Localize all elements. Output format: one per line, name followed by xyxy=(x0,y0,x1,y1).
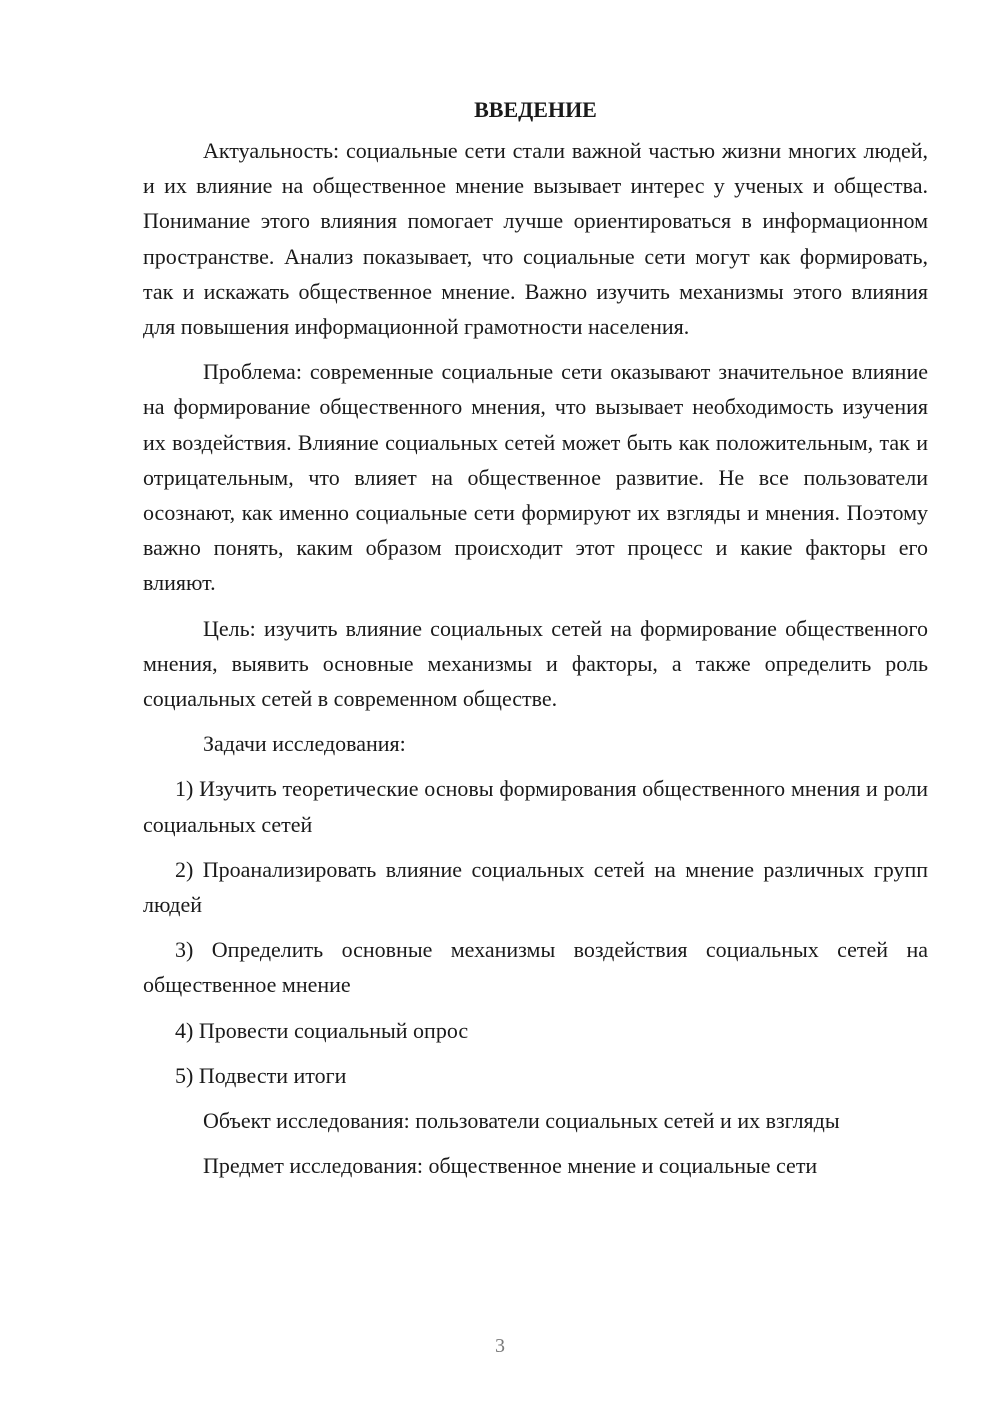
task-item: 2) Проанализировать влияние социальных сетей на мнение различных групп людей xyxy=(143,856,928,918)
problem-paragraph: Проблема: современные социальные сети оказывают значительное влияние на формирование общественного мнения, что вызывает необходимость изучения их воздействия. Влияние социальных сетей может быть как положительным, так и отрицательным, что влияет на общественное развитие. Не все пользователи осознают, как именно социальные сети формируют их взгляды и мнения. Поэтому важно понять, каким образом происходит этот процесс и какие факторы его влияют. xyxy=(143,359,928,596)
relevance-paragraph: Актуальность: социальные сети стали важной частью жизни многих людей, и их влияние на общественное мнение вызывает интерес у ученых и общества. Понимание этого влияния помогает лучше ориентироваться в информационном пространстве. Анализ показывает, что социальные сети могут как формировать, так и искажать общественное мнение. Важно изучить механизмы этого влияния для повышения информационной грамотности населения. xyxy=(143,138,928,340)
page-number: 3 xyxy=(495,1335,505,1357)
goal-paragraph: Цель: изучить влияние социальных сетей на формирование общественного мнения, выявить основные механизмы и факторы, а также определить роль социальных сетей в современном обществе. xyxy=(143,615,928,712)
page-title: ВВЕДЕНИЕ xyxy=(474,97,597,122)
task-item: 5) Подвести итоги xyxy=(175,1062,347,1088)
task-item: 1) Изучить теоретические основы формирования общественного мнения и роли социальных сетей xyxy=(143,776,928,837)
research-object: Объект исследования: пользователи социальных сетей и их взгляды xyxy=(203,1108,840,1134)
task-item: 4) Провести социальный опрос xyxy=(175,1017,469,1043)
research-subject: Предмет исследования: общественное мнение и социальные сети xyxy=(203,1153,818,1179)
task-item: 3) Определить основные механизмы воздействия социальных сетей на общественное мнение xyxy=(143,937,928,998)
tasks-heading: Задачи исследования: xyxy=(203,731,406,757)
document-content xyxy=(143,92,928,1193)
